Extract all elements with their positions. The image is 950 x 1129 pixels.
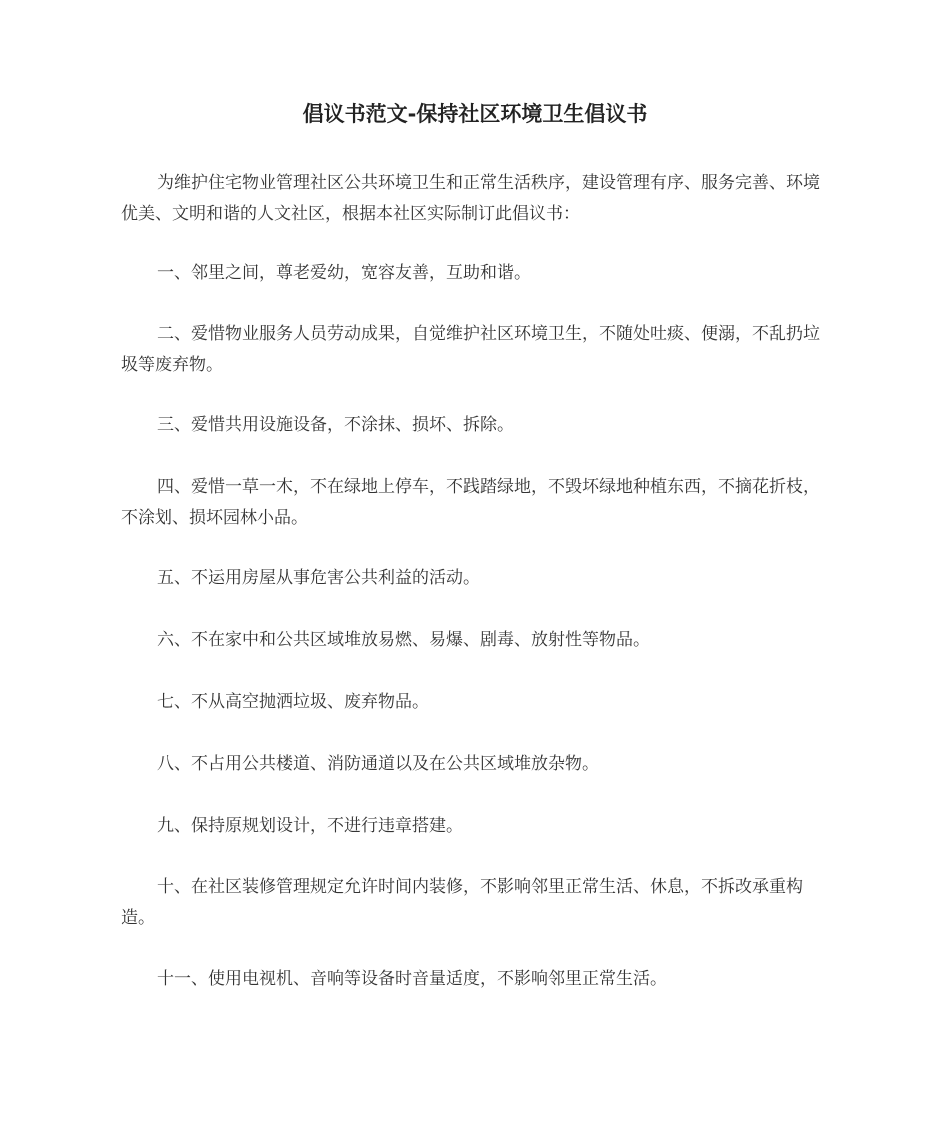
clause-11: 十一、使用电视机、音响等设备时音量适度，不影响邻里正常生活。: [157, 969, 667, 989]
clause-4: 四、爱惜一草一木，不在绿地上停车，不践踏绿地，不毁坏绿地种植东西，不摘花折枝，不涂划、损坏园林小品。: [121, 477, 820, 528]
clause-5: 五、不运用房屋从事危害公共利益的活动。: [157, 568, 480, 588]
clause-3: 三、爱惜共用设施设备，不涂抹、损坏、拆除。: [157, 415, 514, 435]
clause-8: 八、不占用公共楼道、消防通道以及在公共区域堆放杂物。: [157, 754, 599, 774]
intro-paragraph: 为维护住宅物业管理社区公共环境卫生和正常生活秩序，建设管理有序、服务完善、环境优美、文明和谐的人文社区，根据本社区实际制订此倡议书：: [121, 173, 820, 224]
clause-1: 一、邻里之间，尊老爱幼，宽容友善，互助和谐。: [157, 263, 531, 283]
document-title: 倡议书范文-保持社区环境卫生倡议书: [302, 102, 648, 126]
clause-7: 七、不从高空抛洒垃圾、废弃物品。: [157, 692, 429, 712]
clause-2: 二、爱惜物业服务人员劳动成果，自觉维护社区环境卫生，不随处吐痰、便溺，不乱扔垃圾等废弃物。: [121, 324, 820, 375]
clause-10: 十、在社区装修管理规定允许时间内装修，不影响邻里正常生活、休息，不拆改承重构造。: [121, 877, 803, 928]
clause-6: 六、不在家中和公共区域堆放易燃、易爆、剧毒、放射性等物品。: [157, 630, 650, 650]
clause-9: 九、保持原规划设计，不进行违章搭建。: [157, 816, 463, 836]
